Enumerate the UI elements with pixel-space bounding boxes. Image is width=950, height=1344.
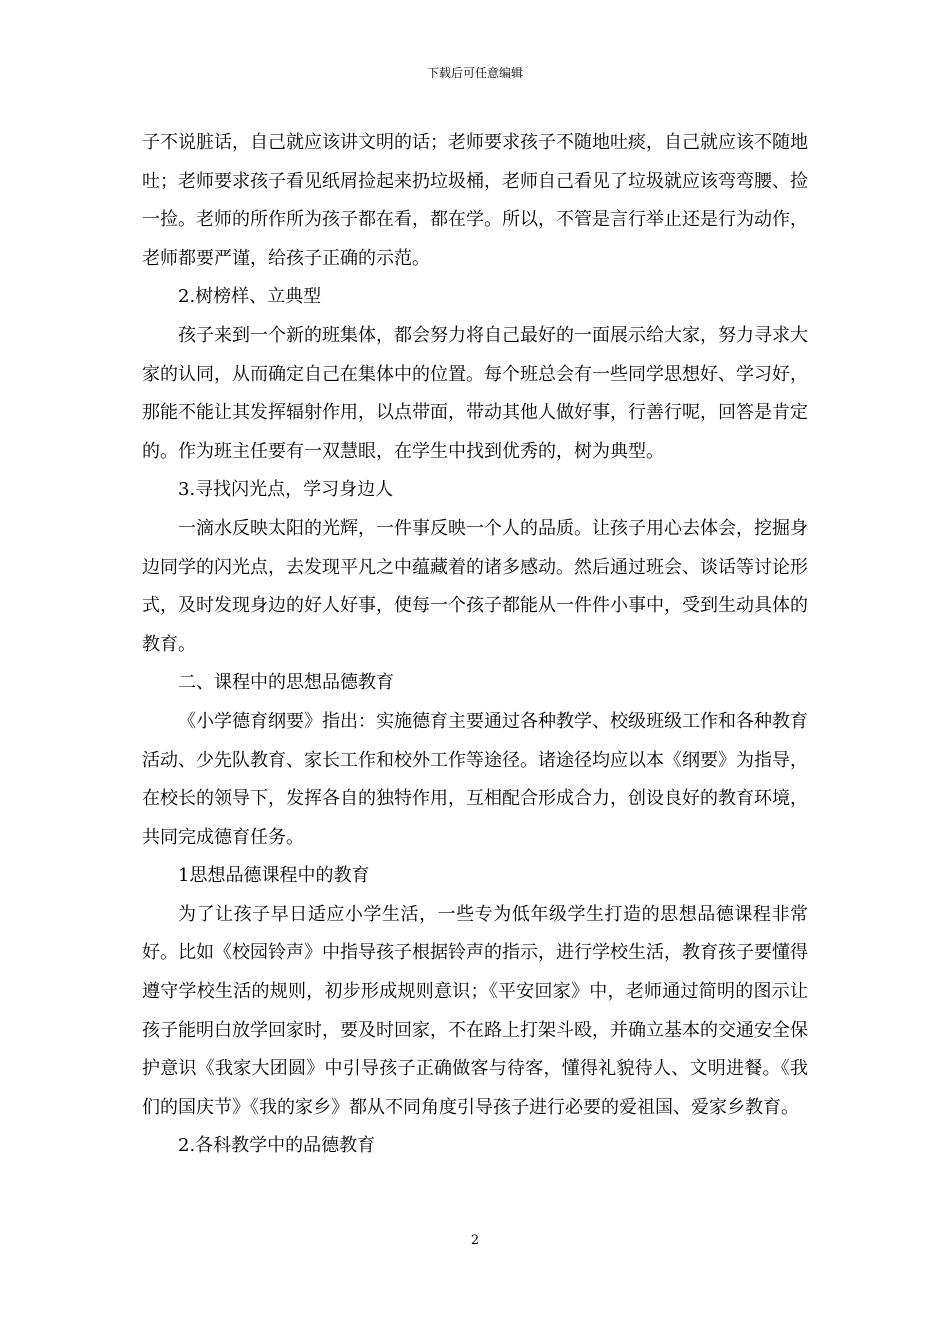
section-heading-moral-course: 1思想品德课程中的教育	[178, 865, 370, 887]
paragraph-continued: 子不说脏话，自己就应该讲文明的话；老师要求孩子不随地吐痰，自己就应该不随地吐；老师要求孩子看见纸屑捡起来扔垃圾桶，老师自己看见了垃圾就应该弯弯腰、捡一捡。老师的所作所为孩子都在看，都在学。所以，不管是言行举止还是行为动作，老师都要严谨，给孩子正确的示范。	[142, 132, 808, 269]
section-heading-subjects: 2.各科教学中的品德教育	[178, 1135, 376, 1157]
page-header: 下载后可任意编辑	[426, 66, 523, 80]
paragraph-moral-course: 为了让孩子早日适应小学生活，一些专为低年级学生打造的思想品德课程非常好。比如《校园铃声》中指导孩子根据铃声的指示，进行学校生活，教育孩子要懂得遵守学校生活的规则，初步形成规则意识；《平安回家》中，老师通过简明的图示让孩子能明白放学回家时，要及时回家，不在路上打架斗殴，并确立基本的交通安全保护意识《我家大团圆》中引导孩子正确做客与待客，懂得礼貌待人、文明进餐。《我们的国庆节》《我的家乡》都从不同角度引导孩子进行必要的爱祖国、爱家乡教育。	[142, 903, 808, 1118]
section-heading-curriculum: 二、课程中的思想品德教育	[178, 672, 394, 694]
section-heading-bright-spots: 3.寻找闪光点，学习身边人	[178, 479, 394, 501]
paragraph-curriculum: 《小学德育纲要》指出：实施德育主要通过各种教学、校级班级工作和各种教育活动、少先队教育、家长工作和校外工作等途径。诸途径均应以本《纲要》为指导，在校长的领导下，发挥各自的独特作用，互相配合形成合力，创设良好的教育环境，共同完成德育任务。	[142, 710, 808, 848]
paragraph-bright-spots: 一滴水反映太阳的光辉，一件事反映一个人的品质。让孩子用心去体会，挖掘身边同学的闪光点，去发现平凡之中蕴藏着的诸多感动。然后通过班会、谈话等讨论形式，及时发现身边的好人好事，使每一个孩子都能从一件件小事中，受到生动具体的教育。	[142, 517, 808, 655]
document-body	[142, 124, 808, 1166]
paragraph-role-models: 孩子来到一个新的班集体，都会努力将自己最好的一面展示给大家，努力寻求大家的认同，从而确定自己在集体中的位置。每个班总会有一些同学思想好、学习好，那能不能让其发挥辐射作用，以点带面，带动其他人做好事，行善行呢，回答是肯定的。作为班主任要有一双慧眼，在学生中找到优秀的，树为典型。	[142, 324, 808, 462]
page-number: 2	[470, 1233, 480, 1248]
section-heading-role-models: 2.树榜样、立典型	[178, 286, 322, 308]
